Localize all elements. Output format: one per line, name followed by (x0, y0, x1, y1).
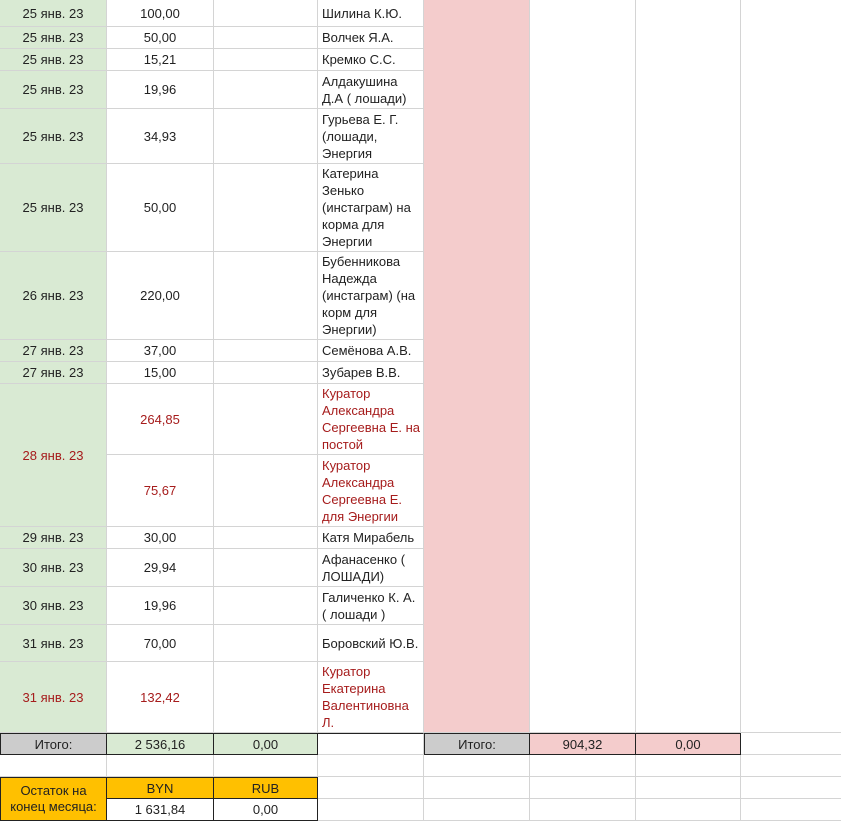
payer-cell[interactable]: Куратор Александра Сергеевна Е. на постой (318, 384, 424, 455)
empty-cell[interactable] (214, 527, 318, 549)
empty-cell[interactable] (741, 755, 841, 777)
empty-cell[interactable] (318, 777, 424, 799)
empty-cell[interactable] (214, 587, 318, 625)
income-total-rub[interactable]: 0,00 (214, 733, 318, 755)
amount-cell[interactable]: 264,85 (107, 384, 214, 455)
empty-cell[interactable] (214, 164, 318, 252)
amount-cell[interactable]: 15,21 (107, 49, 214, 71)
payer-cell[interactable]: Катерина Зенько (инстаграм) на корма для Энергии (318, 164, 424, 252)
income-total-byn[interactable]: 2 536,16 (107, 733, 214, 755)
empty-cell[interactable] (741, 799, 841, 821)
empty-cell[interactable] (636, 755, 741, 777)
amount-cell[interactable]: 30,00 (107, 527, 214, 549)
amount-cell[interactable]: 15,00 (107, 362, 214, 384)
balance-rub-header: RUB (214, 777, 318, 799)
amount-cell[interactable]: 29,94 (107, 549, 214, 587)
balance-byn-value[interactable]: 1 631,84 (107, 799, 214, 821)
date-cell[interactable]: 31 янв. 23 (0, 625, 107, 662)
date-cell[interactable]: 30 янв. 23 (0, 587, 107, 625)
empty-cell[interactable] (214, 27, 318, 49)
empty-cell[interactable] (424, 755, 530, 777)
empty-cell[interactable] (214, 755, 318, 777)
balance-byn-header: BYN (107, 777, 214, 799)
empty-column[interactable] (530, 0, 636, 733)
empty-cell[interactable] (424, 777, 530, 799)
empty-cell[interactable] (741, 733, 841, 755)
date-cell[interactable]: 27 янв. 23 (0, 362, 107, 384)
payer-cell[interactable]: Семёнова А.В. (318, 340, 424, 362)
empty-cell[interactable] (424, 799, 530, 821)
empty-cell[interactable] (214, 384, 318, 455)
payer-cell[interactable]: Алдакушина Д.А ( лошади) (318, 71, 424, 109)
empty-cell[interactable] (107, 755, 214, 777)
empty-cell[interactable] (636, 799, 741, 821)
empty-cell[interactable] (741, 777, 841, 799)
empty-cell[interactable] (214, 109, 318, 164)
empty-cell[interactable] (214, 49, 318, 71)
date-cell[interactable]: 27 янв. 23 (0, 340, 107, 362)
date-cell[interactable]: 26 янв. 23 (0, 252, 107, 340)
empty-cell[interactable] (214, 625, 318, 662)
amount-cell[interactable]: 75,67 (107, 455, 214, 527)
empty-cell[interactable] (214, 71, 318, 109)
empty-column[interactable] (741, 0, 841, 733)
amount-cell[interactable]: 70,00 (107, 625, 214, 662)
date-cell[interactable]: 25 янв. 23 (0, 49, 107, 71)
balance-label: Остаток на конец месяца: (0, 777, 107, 821)
payer-cell[interactable]: Кремко С.С. (318, 49, 424, 71)
empty-cell[interactable] (318, 755, 424, 777)
empty-cell[interactable] (214, 549, 318, 587)
empty-cell[interactable] (0, 755, 107, 777)
amount-cell[interactable]: 19,96 (107, 71, 214, 109)
total-label: Итого: (0, 733, 107, 755)
payer-cell[interactable]: Зубарев В.В. (318, 362, 424, 384)
date-cell[interactable]: 25 янв. 23 (0, 164, 107, 252)
expense-total-rub[interactable]: 0,00 (636, 733, 741, 755)
date-cell[interactable]: 25 янв. 23 (0, 109, 107, 164)
empty-cell[interactable] (214, 662, 318, 733)
empty-column[interactable] (636, 0, 741, 733)
date-cell[interactable]: 30 янв. 23 (0, 549, 107, 587)
empty-cell[interactable] (214, 455, 318, 527)
payer-cell[interactable]: Шилина К.Ю. (318, 0, 424, 27)
payer-cell[interactable]: Куратор Екатерина Валентиновна Л. (318, 662, 424, 733)
payer-cell[interactable]: Катя Мирабель (318, 527, 424, 549)
date-cell[interactable]: 25 янв. 23 (0, 0, 107, 27)
amount-cell[interactable]: 100,00 (107, 0, 214, 27)
expense-total-label: Итого: (424, 733, 530, 755)
empty-cell[interactable] (214, 362, 318, 384)
empty-cell[interactable] (214, 252, 318, 340)
payer-cell[interactable]: Куратор Александра Сергеевна Е. для Энергии (318, 455, 424, 527)
amount-cell[interactable]: 37,00 (107, 340, 214, 362)
empty-cell[interactable] (530, 755, 636, 777)
payer-cell[interactable]: Боровский Ю.В. (318, 625, 424, 662)
empty-cell[interactable] (530, 799, 636, 821)
amount-cell[interactable]: 132,42 (107, 662, 214, 733)
date-cell[interactable]: 25 янв. 23 (0, 71, 107, 109)
empty-cell[interactable] (636, 777, 741, 799)
empty-cell[interactable] (318, 799, 424, 821)
date-cell[interactable]: 25 янв. 23 (0, 27, 107, 49)
amount-cell[interactable]: 19,96 (107, 587, 214, 625)
amount-cell[interactable]: 34,93 (107, 109, 214, 164)
payer-cell[interactable]: Бубенникова Надежда (инстаграм) (на корм для Энергии) (318, 252, 424, 340)
balance-rub-value[interactable]: 0,00 (214, 799, 318, 821)
empty-cell[interactable] (214, 340, 318, 362)
payer-cell[interactable]: Гурьева Е. Г. (лошади, Энергия (318, 109, 424, 164)
empty-cell[interactable] (530, 777, 636, 799)
date-cell[interactable]: 29 янв. 23 (0, 527, 107, 549)
empty-cell[interactable] (318, 733, 424, 755)
date-cell-merged[interactable]: 28 янв. 23 (0, 384, 107, 527)
date-cell[interactable]: 31 янв. 23 (0, 662, 107, 733)
amount-cell[interactable]: 50,00 (107, 164, 214, 252)
amount-cell[interactable]: 220,00 (107, 252, 214, 340)
empty-cell[interactable] (214, 0, 318, 27)
amount-cell[interactable]: 50,00 (107, 27, 214, 49)
payer-cell[interactable]: Афанасенко ( ЛОШАДИ) (318, 549, 424, 587)
payer-cell[interactable]: Волчек Я.А. (318, 27, 424, 49)
expense-column[interactable] (424, 0, 530, 733)
payer-cell[interactable]: Галиченко К. А. ( лошади ) (318, 587, 424, 625)
expense-total-byn[interactable]: 904,32 (530, 733, 636, 755)
